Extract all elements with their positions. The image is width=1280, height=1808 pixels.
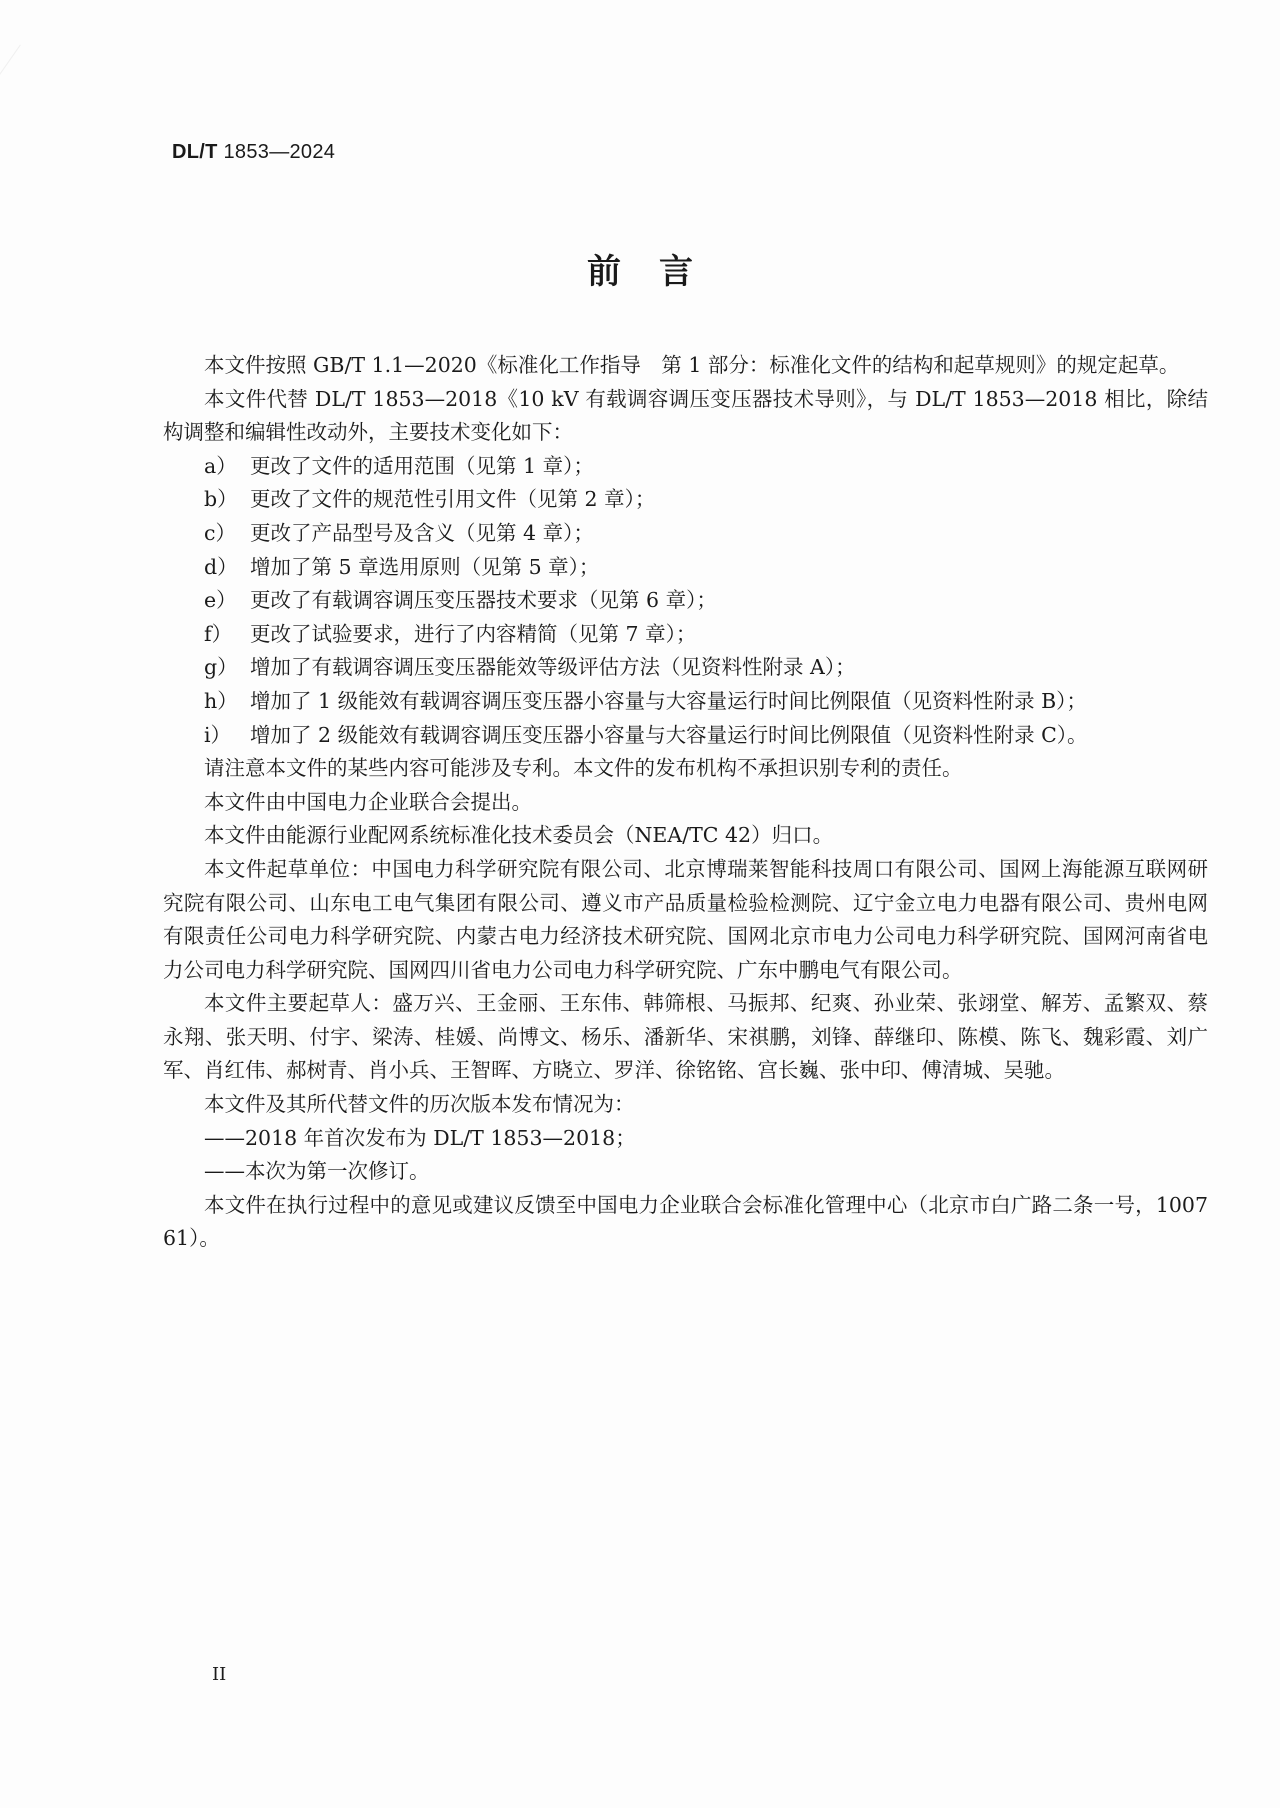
list-item-label: g）	[204, 655, 238, 680]
list-item-text: 增加了 2 级能效有载调容调压变压器小容量与大容量运行时间比例限值（见资料性附录 C）。	[250, 722, 1088, 747]
list-item-label: b）	[204, 487, 238, 512]
change-list	[163, 450, 1208, 752]
list-item	[163, 685, 1208, 719]
list-item-label: c）	[204, 520, 236, 545]
list-item-label: f）	[204, 621, 233, 646]
history-item-revision: ——本次为第一次修订。	[204, 1159, 430, 1184]
list-item-text: 更改了文件的规范性引用文件（见第 2 章）；	[250, 487, 656, 512]
doc-prefix: DL/T	[172, 141, 218, 163]
list-item-text: 增加了 1 级能效有载调容调压变压器小容量与大容量运行时间比例限值（见资料性附录 B）；	[250, 688, 1087, 713]
page-number: II	[212, 1664, 227, 1685]
paragraph-drafting-rules: 本文件按照 GB/T 1.1—2020《标准化工作指导 第 1 部分：标准化文件的结构和起草规则》的规定起草。	[204, 353, 1180, 377]
document-code	[172, 141, 335, 164]
list-item	[163, 450, 1208, 484]
list-item-text: 增加了有载调容调压变压器能效等级评估方法（见资料性附录 A）；	[250, 655, 856, 680]
foreword-body	[163, 349, 1208, 1256]
paragraph-proposed-by: 本文件由中国电力企业联合会提出。	[204, 789, 532, 814]
list-item-text: 更改了有载调容调压变压器技术要求（见第 6 章）；	[250, 588, 717, 613]
paragraph-feedback: 本文件在执行过程中的意见或建议反馈至中国电力企业联合会标准化管理中心（北京市白广路二条一号，100761）。	[163, 1192, 1208, 1251]
list-item-text: 更改了文件的适用范围（见第 1 章）；	[250, 453, 594, 478]
paragraph-drafters: 本文件主要起草人：盛万兴、王金丽、王东伟、韩筛根、马振邦、纪爽、孙业荣、张翊堂、解芳、孟繁双、蔡永翔、张天明、付宇、梁涛、桂媛、尚博文、杨乐、潘新华、宋祺鹏，刘锋、薛继印、陈模、陈飞、魏彩霞、刘广军、肖红伟、郝树青、肖小兵、王智晖、方晓立、罗洋、徐铭铭、宫长巍、张中印、傅清城、吴驰。	[163, 991, 1208, 1083]
list-item	[163, 517, 1208, 551]
list-item-text: 更改了试验要求，进行了内容精简（见第 7 章）；	[250, 621, 697, 646]
list-item	[163, 719, 1208, 753]
list-item-label: d）	[204, 554, 238, 579]
list-item	[163, 584, 1208, 618]
list-item-text: 增加了第 5 章选用原则（见第 5 章）；	[250, 554, 600, 579]
list-item	[163, 651, 1208, 685]
list-item-text: 更改了产品型号及含义（见第 4 章）；	[250, 520, 594, 545]
paragraph-centralized-by: 本文件由能源行业配网系统标准化技术委员会（NEA/TC 42）归口。	[204, 823, 834, 848]
list-item-label: h）	[204, 688, 238, 713]
list-item-label: e）	[204, 588, 237, 613]
paragraph-drafting-units: 本文件起草单位：中国电力科学研究院有限公司、北京博瑞莱智能科技周口有限公司、国网上海能源互联网研究院有限公司、山东电工电气集团有限公司、遵义市产品质量检验检测院、辽宁金立电力电器有限公司、贵州电网有限责任公司电力科学研究院、内蒙古电力经济技术研究院、国网北京市电力公司电力科学研究院、国网河南省电力公司电力科学研究院、国网四川省电力公司电力科学研究院、广东中鹏电气有限公司。	[163, 856, 1208, 982]
doc-number: 1853—2024	[223, 141, 336, 163]
history-item-first: ——2018 年首次发布为 DL/T 1853—2018；	[204, 1125, 636, 1150]
scan-edge-mark	[0, 45, 45, 112]
page-title: 前言	[587, 252, 731, 292]
list-item	[163, 551, 1208, 585]
paragraph-history-intro: 本文件及其所代替文件的历次版本发布情况为：	[204, 1092, 635, 1117]
paragraph-replacement: 本文件代替 DL/T 1853—2018《10 kV 有载调容调压变压器技术导则》，与 DL/T 1853—2018 相比，除结构调整和编辑性改动外，主要技术变化如下：	[163, 386, 1208, 445]
list-item-label: i）	[204, 722, 232, 747]
list-item-label: a）	[204, 453, 237, 478]
paragraph-patent-notice: 请注意本文件的某些内容可能涉及专利。本文件的发布机构不承担识别专利的责任。	[204, 756, 963, 781]
list-item	[163, 483, 1208, 517]
list-item	[163, 618, 1208, 652]
